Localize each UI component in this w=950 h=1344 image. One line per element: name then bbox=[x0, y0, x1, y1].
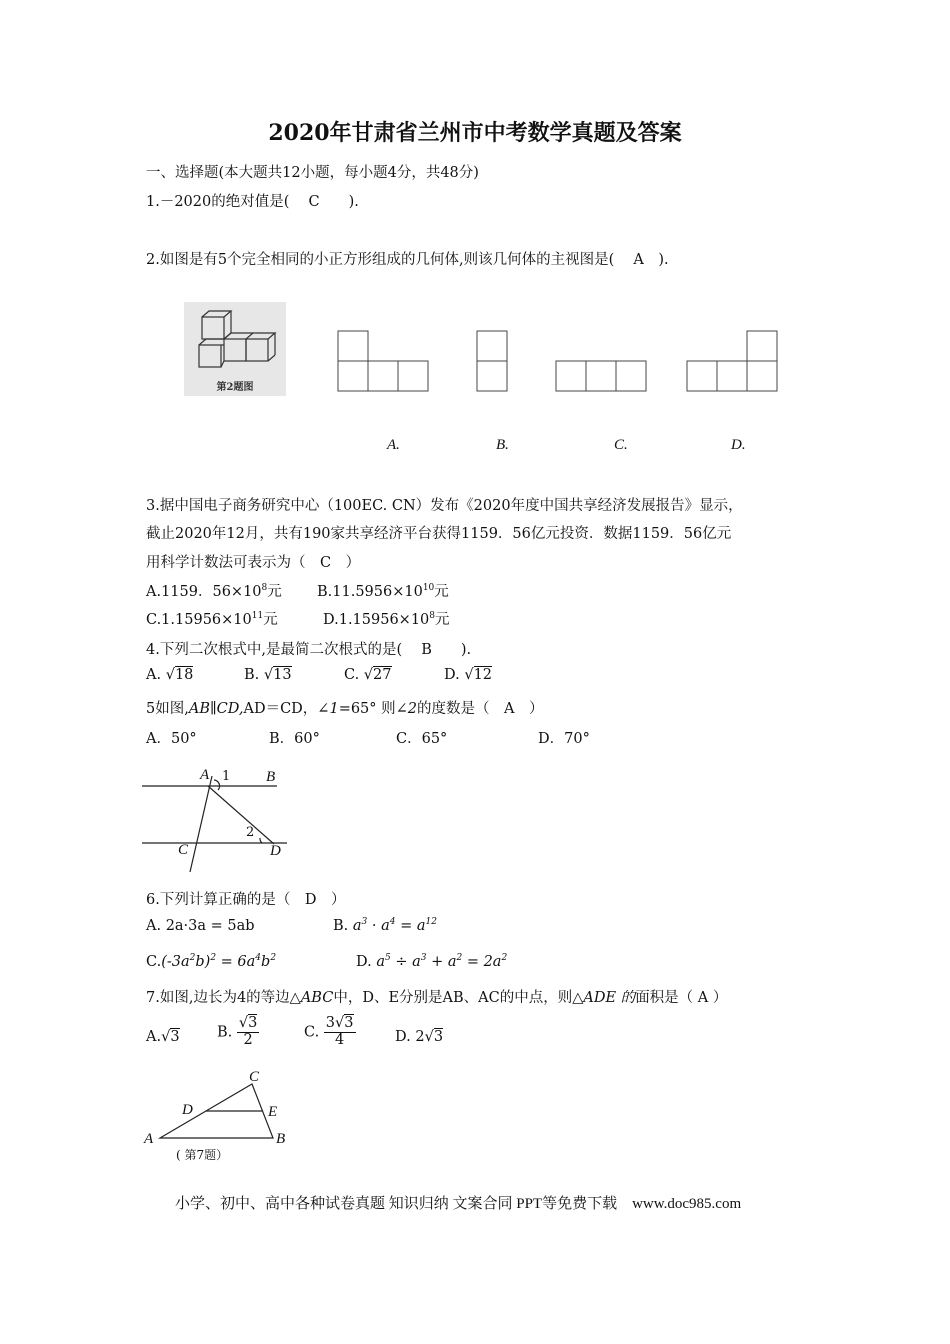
q2-option-c-figure bbox=[556, 361, 646, 391]
question-3-line-3: 用科学计数法可表示为（ C ） bbox=[146, 555, 361, 571]
q6-option-c: $C.(-3a^2b)^2 = 6a^4b^2$ bbox=[146, 953, 277, 970]
q3-option-a: A.1159．$56\times 10^8$元 bbox=[146, 583, 282, 600]
q7-label-d: D bbox=[182, 1102, 193, 1118]
q5-label-a: A bbox=[200, 767, 210, 783]
q2-option-a-label: A. bbox=[387, 437, 400, 453]
question-1: 1.－2020的绝对值是( C ). bbox=[146, 194, 359, 210]
question-5: 5如图,AB∥CD,AD＝CD，∠1=65° 则∠2的度数是（ A ） bbox=[146, 701, 544, 717]
q2-option-b-figure bbox=[477, 331, 507, 391]
q3-option-b: $B.11.5956\times 10^{10}$元 bbox=[317, 583, 449, 600]
q7-label-c: C bbox=[249, 1069, 260, 1085]
q2-option-c-label: C. bbox=[614, 437, 628, 453]
q3-option-d: $D.1.15956\times 10^8$元 bbox=[323, 611, 450, 628]
q6-option-b: B. $a^3 \cdot a^4 = a^{12}$ bbox=[333, 917, 437, 934]
q4-option-a: A. √18 bbox=[146, 667, 194, 683]
question-6: 6.下列计算正确的是（ D ） bbox=[146, 892, 346, 908]
q6-option-d: D. $a^5 \div a^3 + a^2 = 2a^2$ bbox=[356, 953, 508, 970]
question-7: 7.如图,边长为4的等边△ABC中，D、E分别是AB、AC的中点，则△ADE 的面积是（ A ） bbox=[146, 990, 728, 1006]
q5-label-c: C bbox=[178, 842, 189, 858]
q7-label-e: E bbox=[268, 1104, 278, 1120]
section-header: 一、选择题(本大题共12小题，每小题4分，共48分) bbox=[146, 165, 479, 181]
q5-label-1: 1 bbox=[222, 769, 231, 784]
q7-label-a: A bbox=[144, 1131, 154, 1147]
q5-label-b: B bbox=[266, 769, 276, 785]
footer-text: 小学、初中、高中各种试卷真题 知识归纳 文案合同 PPT等免费下载 www.doc985.com bbox=[175, 1196, 742, 1212]
question-4: 4.下列二次根式中,是最简二次根式的是( B ). bbox=[146, 642, 472, 658]
q2-option-d-figure bbox=[687, 331, 777, 391]
q2-option-a-figure bbox=[338, 331, 428, 391]
q7-option-d: D. 2√3 bbox=[395, 1029, 444, 1045]
q7-figure-caption: ( 第7题） bbox=[176, 1148, 229, 1162]
question-2: 2.如图是有5个完全相同的小正方形组成的几何体,则该几何体的主视图是( A ). bbox=[146, 252, 669, 268]
q2-figure-caption: 第2题图 bbox=[216, 382, 254, 393]
q3-option-c: $C.1.15956\times 10^{11}$元 bbox=[146, 611, 278, 628]
q4-option-d: D. √12 bbox=[444, 667, 493, 683]
q2-option-figures bbox=[0, 320, 950, 440]
q5-option-a: A．50° bbox=[146, 731, 197, 747]
page-title: 2020年甘肃省兰州市中考数学真题及答案 bbox=[268, 120, 682, 146]
q5-option-b: B．60° bbox=[269, 731, 320, 747]
q6-option-a: A. 2a·3a = 5ab bbox=[146, 918, 255, 934]
q7-option-c: C. $\frac{3√3}{4}$ bbox=[304, 1015, 354, 1048]
question-3-line-1: 3.据中国电子商务研究中心（100EC. CN）发布《2020年度中国共享经济发展报告》显示， bbox=[146, 498, 743, 514]
q2-option-d-label: D. bbox=[731, 437, 746, 453]
question-3-line-2: 截止2020年12月，共有190家共享经济平台获得1159．56亿元投资．数据1159．56亿元 bbox=[146, 526, 732, 542]
q5-option-d: D．70° bbox=[538, 731, 590, 747]
q7-option-b: B. $\frac{√3}{2}$ bbox=[217, 1015, 258, 1048]
q5-option-c: C．65° bbox=[396, 731, 448, 747]
q5-label-2: 2 bbox=[246, 825, 255, 840]
q5-label-d: D bbox=[270, 843, 281, 859]
q7-label-b: B bbox=[276, 1131, 286, 1147]
q4-option-c: C. √27 bbox=[344, 667, 392, 683]
q2-option-b-label: B. bbox=[496, 437, 509, 453]
q4-option-b: B. √13 bbox=[244, 667, 292, 683]
q7-option-a: A.√3 bbox=[146, 1029, 180, 1045]
